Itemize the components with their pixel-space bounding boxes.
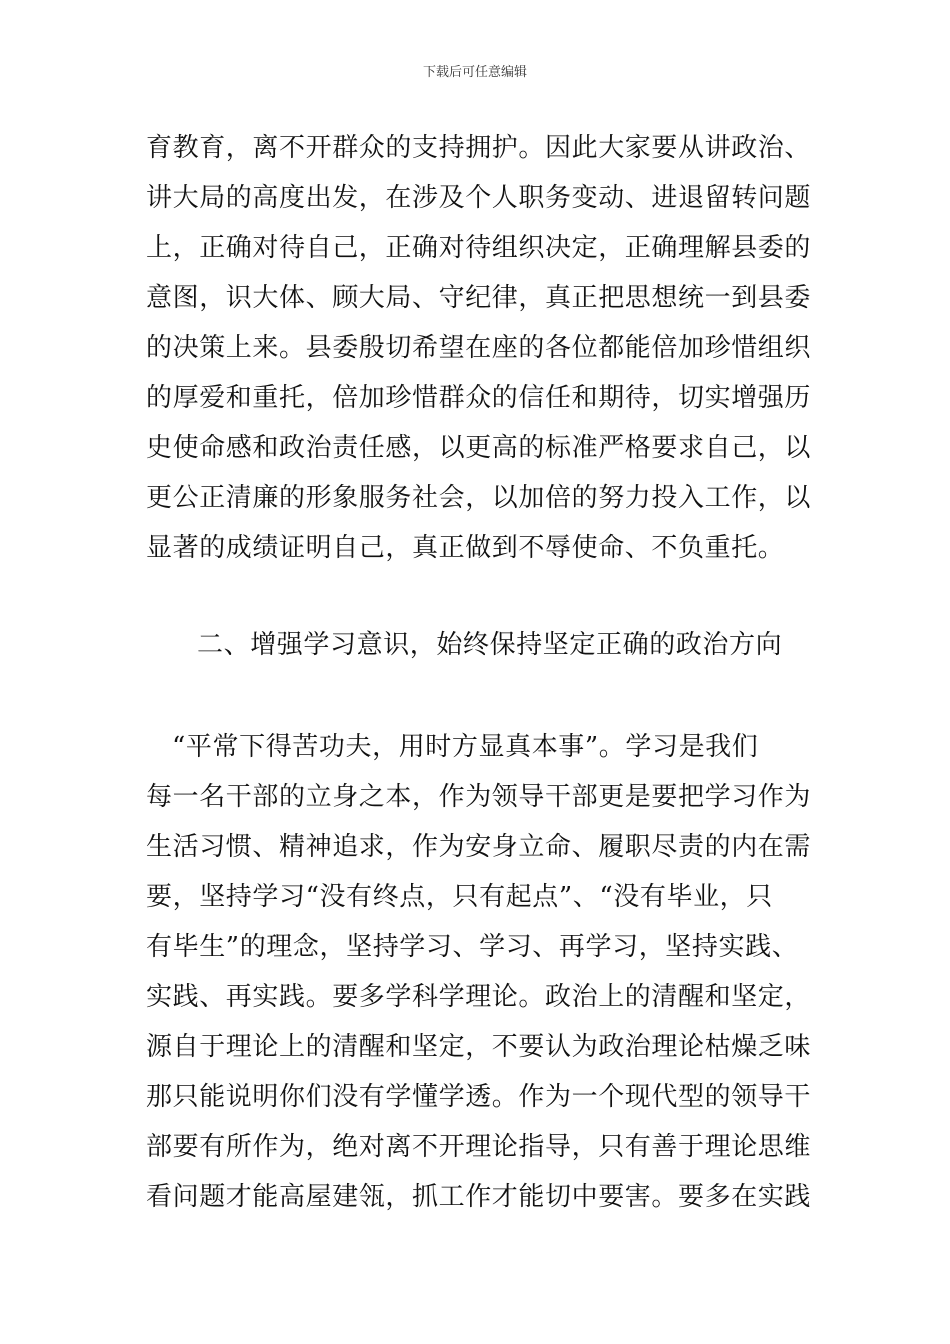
text-line: 有毕生”的理念，坚持学习、学习、再学习，坚持实践、 [146, 932, 799, 962]
text-line: 部要有所作为，绝对离不开理论指导，只有善于理论思维 [146, 1132, 812, 1162]
text-line: 讲大局的高度出发，在涉及个人职务变动、进退留转问题 [146, 183, 812, 213]
text-line: 更公正清廉的形象服务社会，以加倍的努力投入工作，以 [146, 483, 812, 513]
text-line: 每一名干部的立身之本，作为领导干部更是要把学习作为 [146, 782, 812, 812]
text-line: 育教育，离不开群众的支持拥护。因此大家要从讲政治、 [146, 133, 812, 163]
text-line: 显著的成绩证明自己，真正做到不辱使命、不负重托。 [146, 533, 785, 563]
text-line: 上，正确对待自己，正确对待组织决定，正确理解县委的 [146, 233, 812, 263]
text-line: 要，坚持学习“没有终点，只有起点”、“没有毕业，只 [146, 882, 773, 912]
text-line: 实践、再实践。要多学科学理论。政治上的清醒和坚定， [146, 982, 812, 1012]
text-line: 那只能说明你们没有学懂学透。作为一个现代型的领导干 [146, 1082, 812, 1112]
text-line: “平常下得苦功夫，用时方显真本事”。学习是我们 [172, 732, 759, 762]
text-line: 的厚爱和重托，倍加珍惜群众的信任和期待，切实增强历 [146, 383, 812, 413]
text-line: 史使命感和政治责任感，以更高的标准严格要求自己，以 [146, 433, 812, 463]
text-line: 的决策上来。县委殷切希望在座的各位都能倍加珍惜组织 [146, 333, 812, 363]
text-line: 生活习惯、精神追求，作为安身立命、履职尽责的内在需 [146, 832, 812, 862]
text-line: 源自于理论上的清醒和坚定，不要认为政治理论枯燥乏味 [146, 1032, 812, 1062]
section-heading: 二、增强学习意识，始终保持坚定正确的政治方向 [197, 630, 783, 660]
text-line: 看问题才能高屋建瓴，抓工作才能切中要害。要多在实践 [146, 1182, 812, 1212]
page-header-note: 下载后可任意编辑 [422, 65, 527, 80]
text-line: 意图，识大体、顾大局、守纪律，真正把思想统一到县委 [146, 283, 812, 313]
